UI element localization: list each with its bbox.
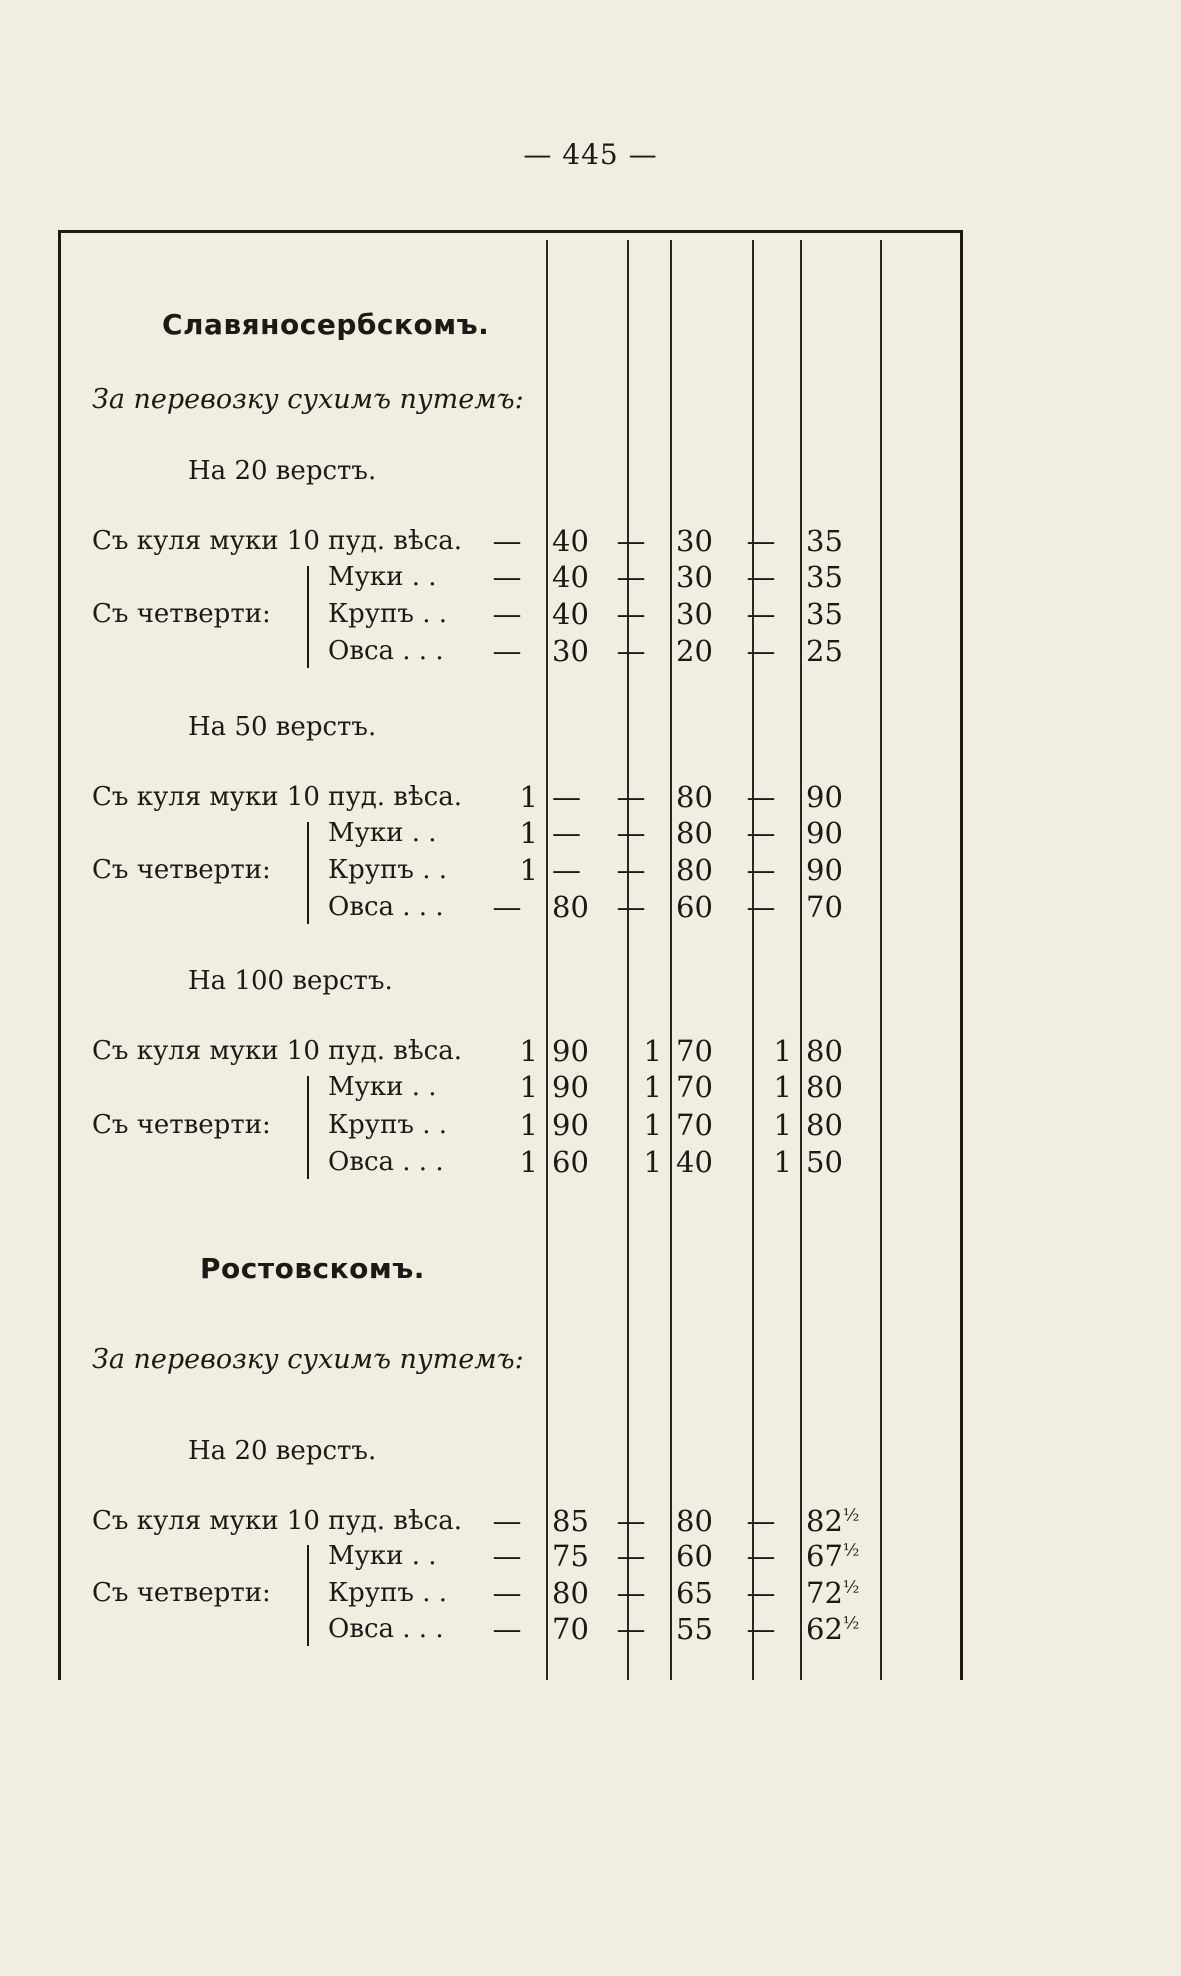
table-cell [476,780,538,814]
table-cell [730,1612,792,1646]
cell-value: 50 [806,1145,843,1179]
brace [307,1076,319,1179]
table-cell [730,1145,792,1179]
cell-value: 90 [552,1070,589,1104]
table-cell [600,1504,662,1538]
cell-value: — [616,890,646,924]
cell-value: 85 [552,1504,589,1538]
cell-value: 62 [806,1612,843,1646]
table-cell [476,597,538,631]
cell-value: 90 [806,853,843,887]
cell-value: — [746,1504,776,1538]
row-label-chetverti: Съ четверти: [92,855,271,885]
cell-value: — [746,524,776,558]
table-cell [476,1145,538,1179]
cell-value: 80 [806,1070,843,1104]
table-cell [476,1108,538,1142]
table-cell [600,1070,662,1104]
table-cell [806,1504,880,1538]
table-cell [730,634,792,668]
cell-value: 70 [676,1108,713,1142]
cell-value: 35 [806,560,843,594]
brace [307,566,319,668]
row-label-kul: Съ куля муки 10 пуд. вѣса. [92,1036,462,1066]
table-cell [806,780,880,814]
table-cell [806,1145,880,1179]
table-cell [806,524,880,558]
cell-value: — [746,816,776,850]
table-cell [476,524,538,558]
table-cell [730,853,792,887]
table-cell [600,853,662,887]
cell-value: 1 [519,1070,538,1104]
section-heading: Ростовскомъ. [200,1252,425,1285]
cell-value: — [492,1576,522,1610]
table-cell [730,1108,792,1142]
cell-value: — [616,597,646,631]
row-label-kul: Съ куля муки 10 пуд. вѣса. [92,1506,462,1536]
column-divider [670,240,672,1680]
cell-value: — [616,1539,646,1573]
cell-value: 1 [643,1034,662,1068]
distance-title: На 100 верстъ. [188,966,393,996]
cell-value: 30 [552,634,589,668]
row-label-item: Овса . . . [328,636,444,666]
cell-value: 1 [519,1145,538,1179]
table-cell [730,816,792,850]
cell-value: 90 [552,1034,589,1068]
table-cell [806,560,880,594]
cell-value: 40 [552,560,589,594]
row-label-item: Муки . . [328,1072,437,1102]
cell-value: 82 [806,1504,843,1538]
cell-value: 75 [552,1539,589,1573]
row-label-item: Крупъ . . [328,599,447,629]
cell-value: 1 [773,1070,792,1104]
cell-value: 60 [552,1145,589,1179]
cell-value: 1 [519,1108,538,1142]
cell-value: — [492,524,522,558]
table-cell [600,780,662,814]
row-label-item: Крупъ . . [328,855,447,885]
cell-value: 80 [676,816,713,850]
cell-value: 80 [806,1034,843,1068]
table-cell [730,780,792,814]
table-cell [600,1539,662,1573]
brace [307,1545,319,1646]
row-label-item: Овса . . . [328,1147,444,1177]
cell-value: — [616,634,646,668]
table-right-border [960,230,963,1680]
cell-value: 1 [773,1145,792,1179]
table-cell [730,1070,792,1104]
cell-value: 25 [806,634,843,668]
cell-value: 40 [552,597,589,631]
cell-value: — [616,1504,646,1538]
cell-value: — [616,560,646,594]
distance-title: На 20 верстъ. [188,456,377,486]
cell-value: 20 [676,634,713,668]
cell-value: 60 [676,1539,713,1573]
table-cell [806,1576,880,1610]
cell-value: 1 [519,816,538,850]
table-cell [730,597,792,631]
column-divider [546,240,548,1680]
cell-value: 80 [552,890,589,924]
cell-value: — [616,816,646,850]
table-cell [476,890,538,924]
distance-title: На 50 верстъ. [188,712,377,742]
table-cell [600,634,662,668]
cell-value: 1 [643,1108,662,1142]
cell-value: 30 [676,597,713,631]
cell-value: — [746,890,776,924]
table-cell [600,1108,662,1142]
cell-value: 60 [676,890,713,924]
cell-value: 72 [806,1576,843,1610]
cell-value: — [746,597,776,631]
row-label-chetverti: Съ четверти: [92,599,271,629]
cell-value: — [616,1576,646,1610]
table-cell [476,816,538,850]
cell-value: 1 [773,1034,792,1068]
fraction-half: ½ [842,1613,860,1634]
cell-value: — [492,1504,522,1538]
table-cell [806,1108,880,1142]
cell-value: 35 [806,597,843,631]
cell-value: 80 [676,853,713,887]
cell-value: 80 [806,1108,843,1142]
table-left-border [58,230,61,1680]
cell-value: 55 [676,1612,713,1646]
table-cell [730,1504,792,1538]
row-label-item: Муки . . [328,818,437,848]
table-cell [600,1612,662,1646]
section-subheading: За перевозку сухимъ путемъ: [92,1344,524,1375]
cell-value: 1 [773,1108,792,1142]
table-cell [600,1576,662,1610]
page-number: — 445 — [523,138,658,171]
table-cell [730,1539,792,1573]
row-label-chetverti: Съ четверти: [92,1110,271,1140]
table-cell [476,1576,538,1610]
cell-value: 70 [676,1034,713,1068]
cell-value: 70 [552,1612,589,1646]
table-cell [600,524,662,558]
column-divider [880,240,882,1680]
table-cell [600,1034,662,1068]
row-label-item: Крупъ . . [328,1578,447,1608]
cell-value: — [746,1612,776,1646]
table-cell [806,890,880,924]
cell-value: — [746,634,776,668]
cell-value: 80 [676,780,713,814]
table-cell [600,1145,662,1179]
table-cell [600,597,662,631]
cell-value: 70 [806,890,843,924]
fraction-half: ½ [842,1577,860,1598]
cell-value: — [746,780,776,814]
cell-value: — [746,853,776,887]
table-cell [806,1539,880,1573]
cell-value: — [746,1576,776,1610]
cell-value: — [746,1539,776,1573]
table-cell [806,1612,880,1646]
cell-value: 67 [806,1539,843,1573]
cell-value: — [746,560,776,594]
cell-value: — [492,597,522,631]
fraction-half: ½ [842,1540,860,1561]
table-cell [476,634,538,668]
table-cell [806,1034,880,1068]
cell-value: 65 [676,1576,713,1610]
cell-value: 70 [676,1070,713,1104]
table-cell [476,1612,538,1646]
table-cell [476,1539,538,1573]
column-divider [752,240,754,1680]
cell-value: 40 [552,524,589,558]
table-cell [476,1070,538,1104]
fraction-half: ½ [842,1505,860,1526]
row-label-item: Крупъ . . [328,1110,447,1140]
cell-value: 1 [519,780,538,814]
cell-value: 90 [806,816,843,850]
table-cell [730,524,792,558]
row-label-chetverti: Съ четверти: [92,1578,271,1608]
cell-value: 90 [806,780,843,814]
table-cell [476,1034,538,1068]
row-label-kul: Съ куля муки 10 пуд. вѣса. [92,526,462,556]
table-cell [730,890,792,924]
column-divider [800,240,802,1680]
row-label-item: Овса . . . [328,1614,444,1644]
cell-value: — [492,560,522,594]
table-cell [806,853,880,887]
cell-value: 30 [676,524,713,558]
cell-value: 80 [676,1504,713,1538]
table-cell [600,560,662,594]
table-cell [730,1034,792,1068]
table-cell [730,1576,792,1610]
cell-value: — [616,853,646,887]
cell-value: 40 [676,1145,713,1179]
table-cell [476,560,538,594]
cell-value: — [552,816,581,850]
section-heading: Славяносербскомъ. [162,308,490,341]
table-cell [806,816,880,850]
cell-value: 1 [519,853,538,887]
cell-value: 1 [643,1145,662,1179]
cell-value: — [616,1612,646,1646]
cell-value: 35 [806,524,843,558]
cell-value: — [552,780,581,814]
row-label-kul: Съ куля муки 10 пуд. вѣса. [92,782,462,812]
table-cell [476,853,538,887]
cell-value: — [492,1612,522,1646]
column-divider [627,240,629,1680]
row-label-item: Муки . . [328,562,437,592]
distance-title: На 20 верстъ. [188,1436,377,1466]
cell-value: 30 [676,560,713,594]
table-cell [476,1504,538,1538]
cell-value: — [492,1539,522,1573]
cell-value: — [552,853,581,887]
table-cell [806,597,880,631]
table-cell [730,560,792,594]
cell-value: — [492,634,522,668]
cell-value: 1 [643,1070,662,1104]
brace [307,822,319,924]
table-cell [600,890,662,924]
cell-value: 1 [519,1034,538,1068]
table-cell [806,1070,880,1104]
row-label-item: Муки . . [328,1541,437,1571]
cell-value: — [616,780,646,814]
table-cell [806,634,880,668]
cell-value: 90 [552,1108,589,1142]
row-label-item: Овса . . . [328,892,444,922]
section-subheading: За перевозку сухимъ путемъ: [92,384,524,415]
cell-value: 80 [552,1576,589,1610]
table-cell [600,816,662,850]
cell-value: — [616,524,646,558]
cell-value: — [492,890,522,924]
